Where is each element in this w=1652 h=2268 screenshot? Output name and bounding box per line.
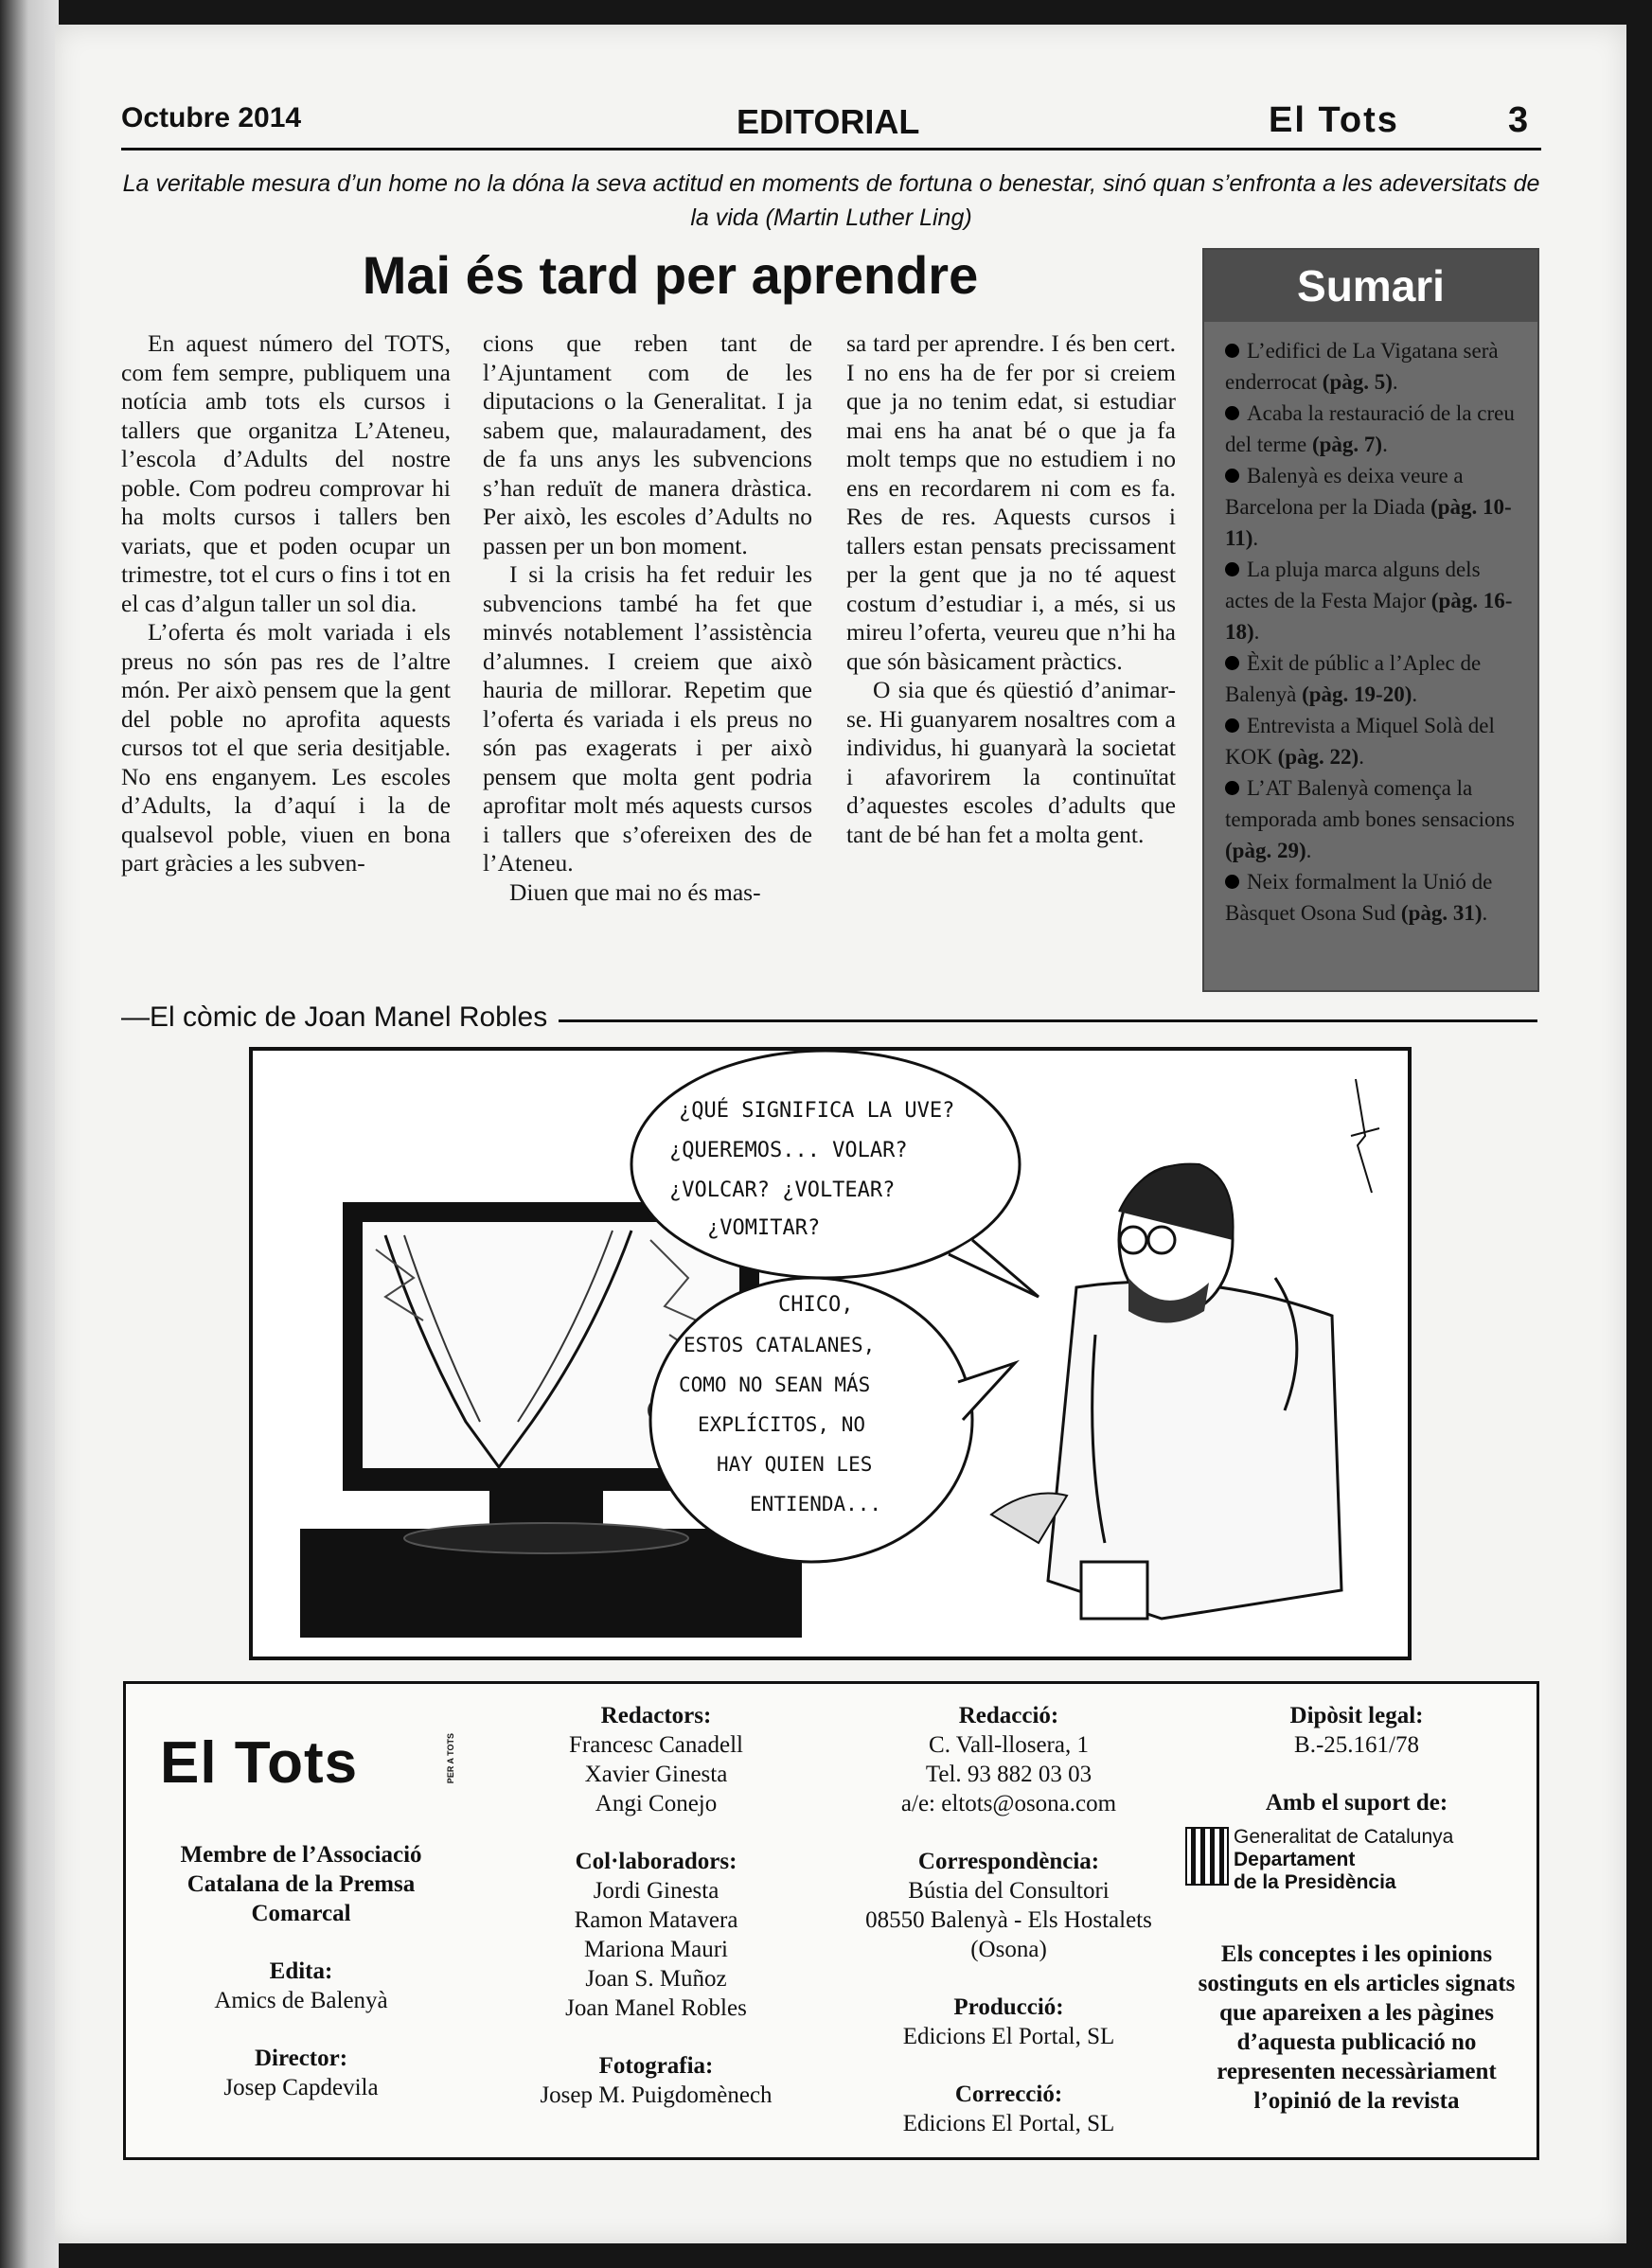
bullet-icon	[1225, 875, 1239, 889]
comic-illustration	[253, 1051, 1408, 1657]
comic-caption: —El còmic de Joan Manel Robles	[121, 1001, 559, 1034]
sumari-item: Entrevista a Miquel Solà del KOK (pàg. 22).	[1225, 714, 1495, 769]
redactors-label: Redactors:	[600, 1703, 712, 1728]
generalitat-logo	[1184, 1826, 1487, 1902]
bullet-icon	[1225, 406, 1239, 420]
article-paragraph: Diuen que mai no és mas-	[509, 877, 761, 906]
epigraph-quote: La veritable mesura d’un home no la dóna la seva actitud en moments de fortuna o benestar, sinó quan s’enfronta a les adeversitats de la vida (Martin Luther Ling)	[122, 170, 1540, 231]
credits-column-4: Dipòsit legal: B.-25.161/78 Amb el suport de:	[1265, 1703, 1448, 1816]
header-rule	[121, 148, 1541, 151]
credits-column-2: Redactors: Francesc Canadell Xavier Ginesta Angi Conejo Col·laboradors: Jordi Ginesta Ramon Matavera Mariona Mauri Joan S. Muñoz Joan Manel Robles Fotografia: Josep M. Puigdomènech	[540, 1703, 773, 2108]
bullet-icon	[1225, 656, 1239, 670]
logo-tagline: PER A TOTS	[446, 1733, 455, 1784]
comic-strip	[249, 1047, 1412, 1660]
magazine-page	[55, 25, 1626, 2243]
generalitat-text: Generalitat de Catalunya Departament de la Presidència	[1234, 1826, 1454, 1893]
article-column-3	[846, 329, 1176, 992]
edita-label: Edita:	[269, 1958, 333, 1984]
seated-man-figure	[991, 1164, 1341, 1619]
produccio-label: Producció:	[953, 1994, 1064, 2020]
diposit-label: Dipòsit legal:	[1289, 1703, 1424, 1728]
article-paragraph: L’oferta és molt variada i els preus no són pas res de l’altre món. Per això pensem que la gent del poble no aprofita aquests cursos tot el que seria desitjable. No ens enganyem. Les escoles d’Adults, la d’aquí i la de qualsevol poble, viuen en bona part gràcies a les subven-	[121, 618, 451, 877]
bullet-icon	[1225, 718, 1239, 733]
bubble2-line: CHICO,	[778, 1293, 854, 1317]
speech-bubble-1	[631, 1051, 1020, 1278]
generalitat-emblem-icon	[1184, 1826, 1230, 1887]
article-paragraph: sa tard per aprendre. I és ben cert. I no ens ha de fer por si creiem que ja no tenim edat, si estudiar mai ens ha anat bé o que ja fa molt temps que no estudiem i no ens en recordarem ni com es fa. Res de res. Aquests cursos i tallers estan pensats precissament per la gent que ja no té aquest costum d’estudiar i, a més, si us mireu l’oferta, veureu que n’hi ha que són bàsicament pràctics.	[846, 329, 1176, 675]
page-number: 3	[1508, 100, 1529, 140]
sumari-title: Sumari	[1204, 250, 1537, 322]
correccio-label: Correcció:	[954, 2082, 1063, 2107]
sumari-item: Neix formalment la Unió de Bàsquet Osona Sud (pàg. 31).	[1225, 870, 1493, 925]
bubble1-line: ¿QUÉ SIGNIFICA LA UVE?	[679, 1099, 955, 1123]
bubble1-line: ¿VOMITAR?	[707, 1216, 821, 1240]
bubble2-line: HAY QUIEN LES	[717, 1453, 873, 1476]
bubble2-line: ENTIENDA...	[750, 1493, 882, 1515]
article-column-1	[121, 329, 451, 992]
scan-spine-shadow	[0, 0, 59, 2268]
photography-label: Fotografia:	[598, 2053, 714, 2079]
collaborators-label: Col·laboradors:	[575, 1849, 737, 1874]
article-column-2	[483, 329, 812, 992]
sumari-box	[1202, 248, 1539, 992]
bubble1-line: ¿QUEREMOS... VOLAR?	[669, 1139, 908, 1162]
issue-date: Octubre 2014	[121, 102, 302, 133]
director-value: Josep Capdevila	[223, 2075, 379, 2100]
bullet-icon	[1225, 562, 1239, 576]
sumari-list	[1204, 322, 1537, 929]
bubble2-line: EXPLÍCITOS, NO	[698, 1413, 866, 1436]
section-title: EDITORIAL	[737, 102, 920, 141]
bullet-icon	[1225, 344, 1239, 358]
credits-box	[123, 1681, 1539, 2160]
sumari-item: L’edifici de La Vigatana serà enderrocat (pàg. 5).	[1225, 339, 1499, 394]
bubble2-line: ESTOS CATALANES,	[684, 1334, 876, 1356]
article-paragraph: En aquest número del TOTS, com fem sempre, publiquem una notícia amb tots els cursos i tallers que organitza L’Ateneu, l’escola d’Adults del nostre poble. Com podreu comprovar hi ha molts cursos i tallers ben variats, que et poden ocupar un trimestre, tot el curs o fins i tot en el cas d’algun taller un sol dia.	[121, 329, 451, 617]
sumari-item: Èxit de públic a l’Aplec de Balenyà (pàg. 19-20).	[1225, 651, 1482, 706]
edita-value: Amics de Balenyà	[214, 1988, 388, 2013]
director-label: Director:	[254, 2046, 348, 2071]
credits-column-1	[145, 1840, 457, 2102]
bubble2-line: COMO NO SEAN MÁS	[679, 1373, 871, 1396]
sumari-item: Balenyà es deixa veure a Barcelona per la Diada (pàg. 10-11).	[1225, 464, 1512, 550]
article-paragraph: I si la crisis ha fet reduir les subvencions també ha fet que minvés notablement l’assistència d’alumnes. I creiem que això hauria de millorar. Repetim que l’oferta és variada i els preus no són pas exagerats i per això pensem que molta gent podria aprofitar molt més aquests cursos i tallers que s’ofereixen des de l’Ateneu.	[483, 560, 812, 877]
el-tots-logo: El Tots	[160, 1730, 359, 1796]
credits-column-3: Redacció: C. Vall-llosera, 1 Tel. 93 882 03 03 a/e: eltots@osona.com Correspondència: Bústia del Consultori 08550 Balenyà - Els Hostalets (Osona) Producció: Edicions El Portal, SL Correcció: Edicions El Portal, SL	[865, 1703, 1152, 2136]
bubble1-line: ¿VOLCAR? ¿VOLTEAR?	[669, 1178, 896, 1202]
bullet-icon	[1225, 469, 1239, 483]
email-text: a/e: eltots@osona.com	[900, 1791, 1117, 1816]
suport-label: Amb el suport de:	[1265, 1790, 1448, 1816]
article-paragraph: O sia que és qüestió d’animar-se. Hi guanyarem nosaltres com a individus, hi guanyarà la societat i afavorirem la continuïtat d’aquestes escoles d’adults que tant de bé han fet a molta gent.	[846, 676, 1176, 848]
article-paragraph: cions que reben tant de l’Ajuntament com de les diputacions o la Generalitat. I ja sabem que, malauradament, des de fa uns anys les subvencions s’han reduït de manera dràstica. Per això, les escoles d’Adults no passen per un bon moment.	[483, 329, 812, 559]
editorial-headline: Mai és tard per aprendre	[362, 245, 979, 305]
artist-signature-icon	[1351, 1079, 1379, 1193]
publication-name: El Tots	[1269, 100, 1399, 140]
disclaimer: Els conceptes i les opinions sostinguts en els articles signats que apareixen a les pàgines d’aquesta publicació no representen necessàriament l’opinió de la revista	[1198, 1941, 1516, 2114]
sumari-item: Acaba la restauració de la creu del terme (pàg. 7).	[1225, 401, 1515, 456]
sumari-item: L’AT Balenyà comença la temporada amb bones sensacions (pàg. 29).	[1225, 776, 1515, 862]
correspondencia-label: Correspondència:	[917, 1849, 1100, 1874]
member-text: Membre de l’Associació Catalana de la Premsa Comarcal	[180, 1842, 422, 1926]
bullet-icon	[1225, 781, 1239, 795]
sumari-item: La pluja marca alguns dels actes de la Festa Major (pàg. 16-18).	[1225, 558, 1513, 644]
redaccio-label: Redacció:	[958, 1703, 1059, 1728]
